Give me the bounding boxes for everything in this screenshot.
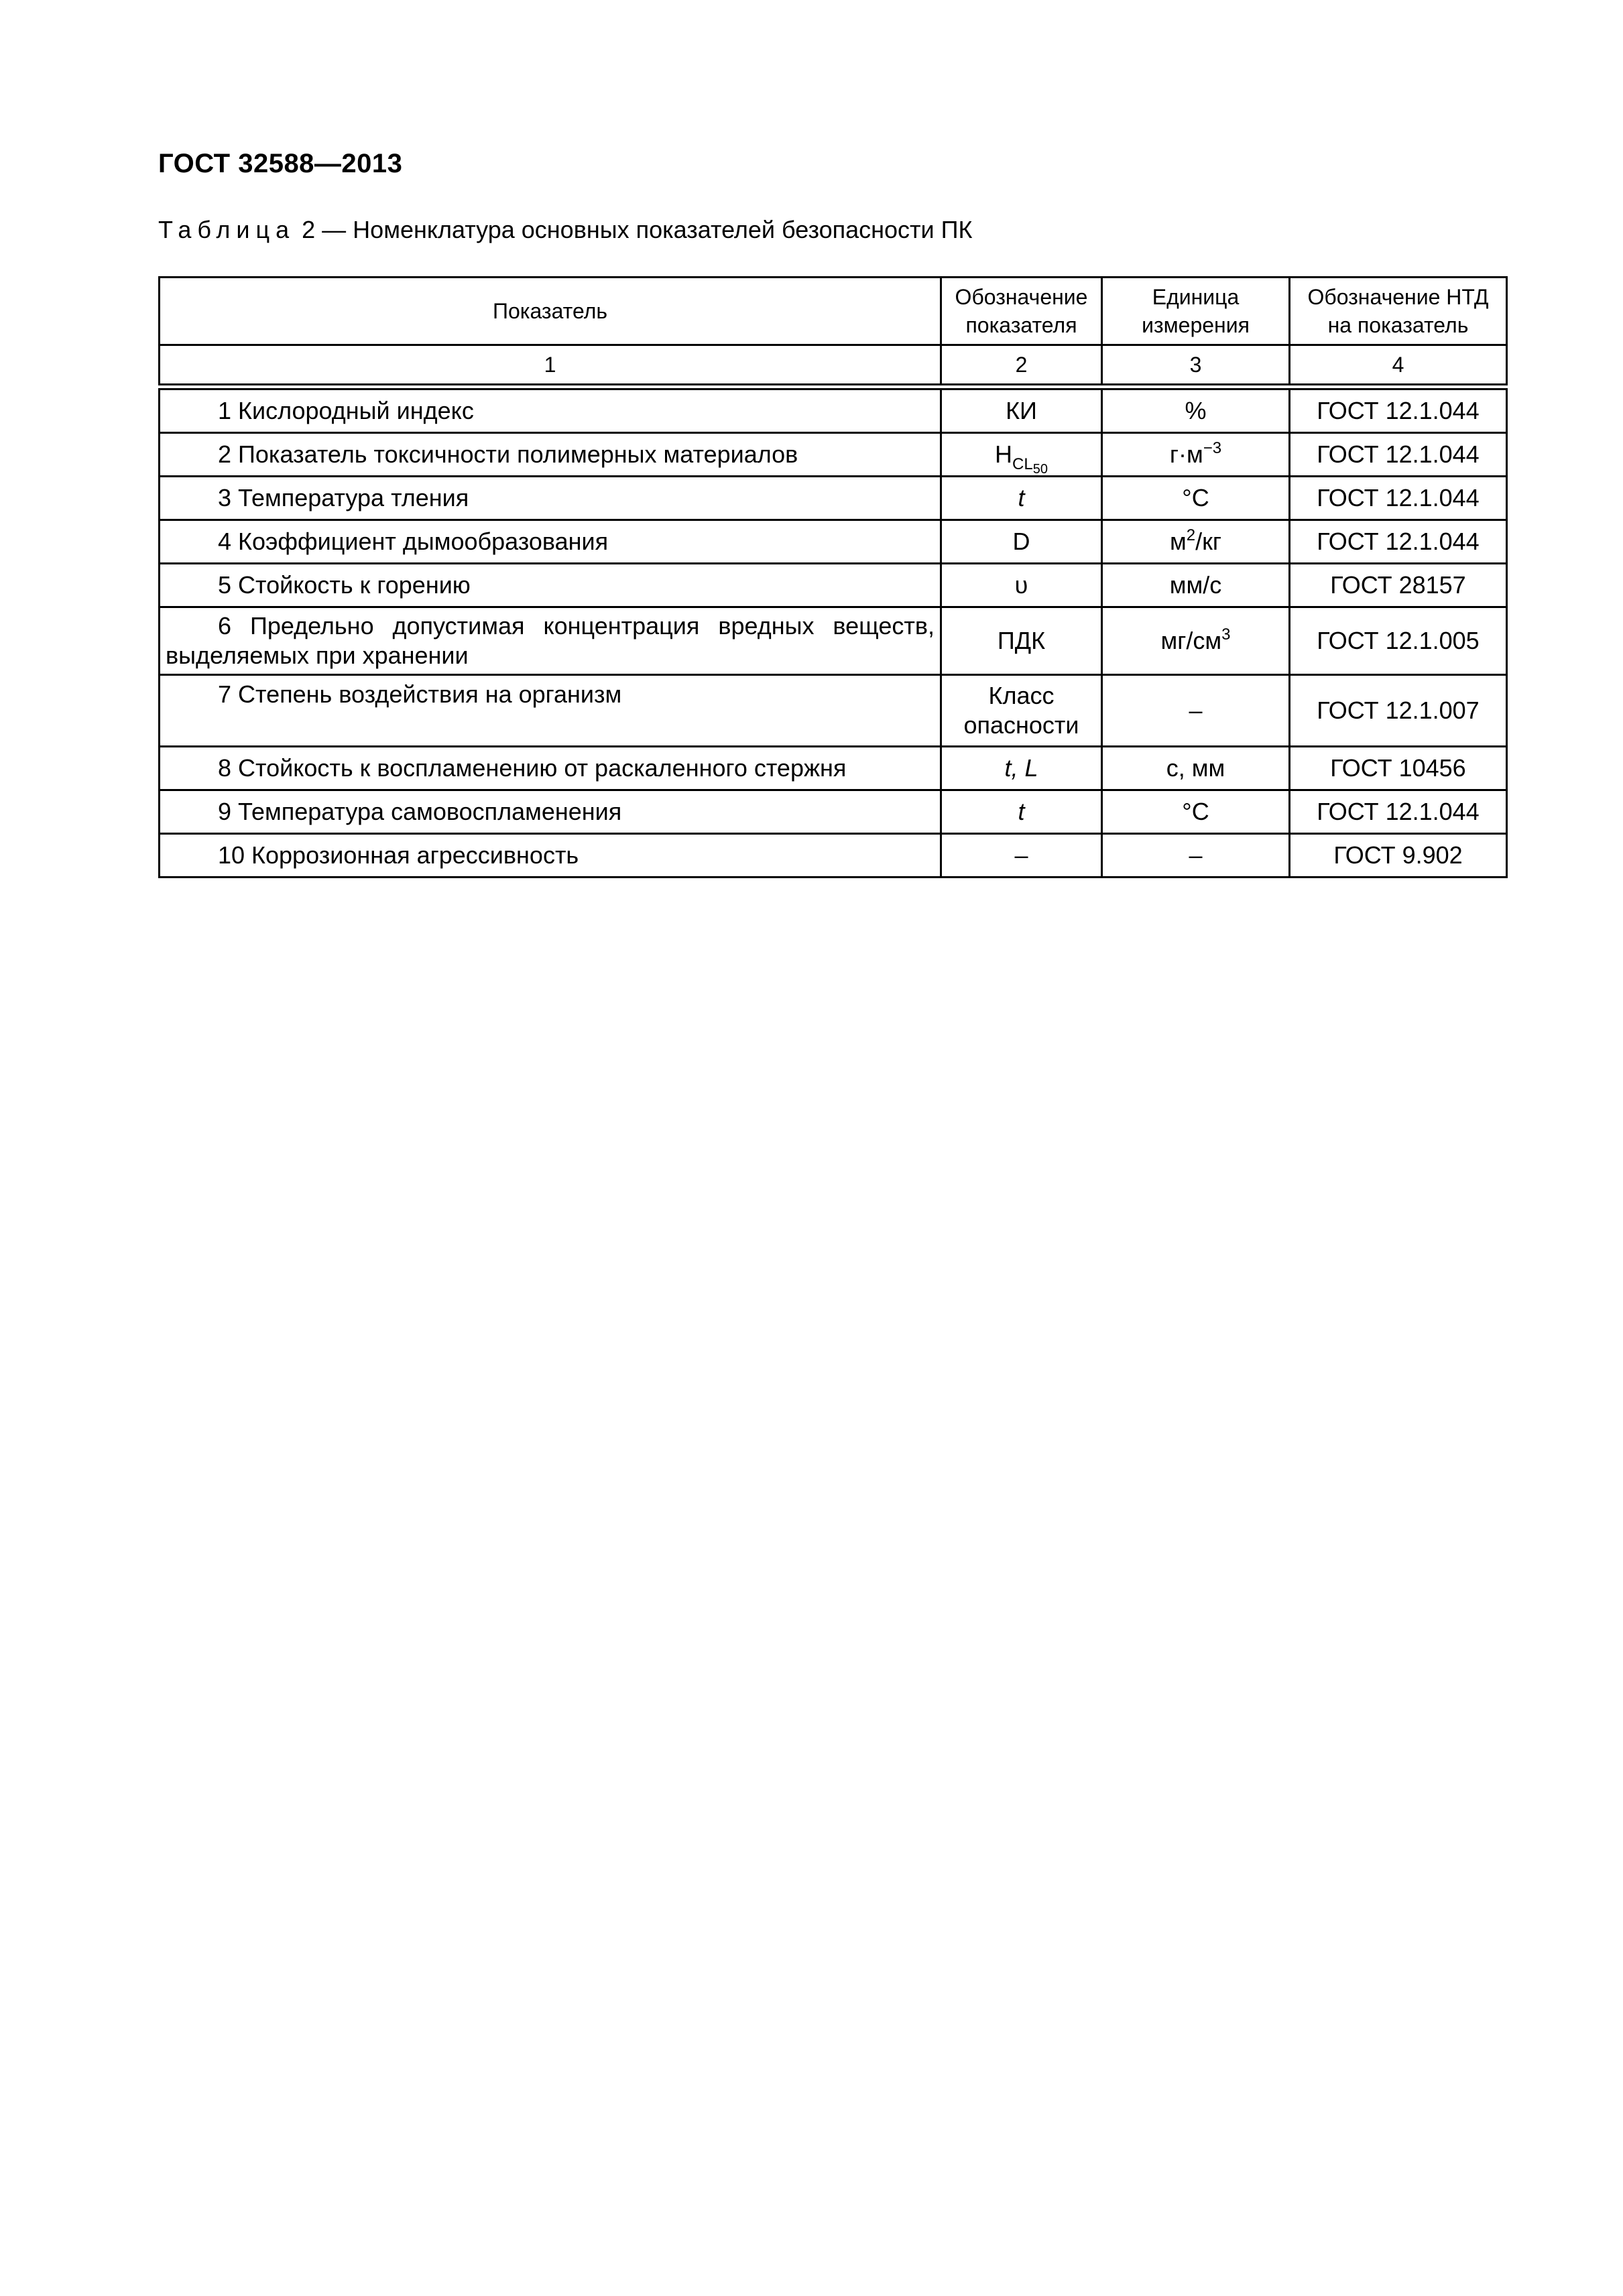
column-number: 2 [941,345,1102,387]
indicator-standard: ГОСТ 9.902 [1290,834,1507,878]
table-row [160,564,1507,607]
indicator-unit [1102,520,1290,564]
indicator-unit: % [1102,387,1290,433]
indicator-symbol [941,433,1102,477]
table-caption [158,216,972,244]
header-indicator: Показатель [160,278,941,345]
indicator-unit: – [1102,675,1290,747]
table-row [160,834,1507,878]
indicator-name: 9 Температура самовоспламенения [160,790,941,834]
unit-pre: м [1170,528,1187,555]
column-number-row [160,345,1507,387]
table-row [160,387,1507,433]
indicator-standard: ГОСТ 12.1.044 [1290,520,1507,564]
indicator-symbol: t, L [941,747,1102,790]
header-standard: Обозначение НТД на показатель [1290,278,1507,345]
unit-superscript: −3 [1203,439,1222,457]
indicator-symbol: t [941,790,1102,834]
indicator-standard: ГОСТ 28157 [1290,564,1507,607]
indicator-standard: ГОСТ 12.1.007 [1290,675,1507,747]
indicator-symbol: Класс опасности [941,675,1102,747]
indicator-unit [1102,433,1290,477]
table-row [160,675,1507,747]
table-row [160,477,1507,520]
indicator-symbol: КИ [941,387,1102,433]
table-row [160,433,1507,477]
safety-indicators-table [158,276,1508,878]
column-number: 4 [1290,345,1507,387]
symbol-subsubscript: 50 [1032,462,1048,477]
indicator-name: 7 Степень воздействия на организм [160,675,941,747]
unit-post: /кг [1195,528,1221,555]
indicator-name: 6 Предельно допустимая концентрация вредных веществ, выделяемых при хранении [160,607,941,675]
indicator-symbol: ПДК [941,607,1102,675]
indicator-symbol: t [941,477,1102,520]
indicator-name: 2 Показатель токсичности полимерных материалов [160,433,941,477]
column-number: 1 [160,345,941,387]
indicator-symbol: – [941,834,1102,878]
indicator-unit: с, мм [1102,747,1290,790]
unit-superscript: 2 [1186,526,1196,544]
indicator-standard: ГОСТ 12.1.044 [1290,433,1507,477]
indicator-name: 1 Кислородный индекс [160,387,941,433]
indicator-standard: ГОСТ 12.1.044 [1290,387,1507,433]
indicator-standard: ГОСТ 10456 [1290,747,1507,790]
unit-pre: мг/см [1160,627,1222,654]
indicator-symbol: D [941,520,1102,564]
indicator-name: 10 Коррозионная агрессивность [160,834,941,878]
table-row [160,607,1507,675]
indicator-standard: ГОСТ 12.1.044 [1290,790,1507,834]
symbol-main: H [995,440,1013,468]
document-code: ГОСТ 32588—2013 [158,149,403,178]
header-symbol: Обозначение показателя [941,278,1102,345]
indicator-standard: ГОСТ 12.1.044 [1290,477,1507,520]
unit-main: г·м [1169,440,1203,468]
table-header-row [160,278,1507,345]
table-row [160,790,1507,834]
table-caption-text: 2 — Номенклатура основных показателей безопасности ПК [295,216,973,243]
indicator-symbol: υ [941,564,1102,607]
indicator-name: 4 Коэффициент дымообразования [160,520,941,564]
indicator-unit: °С [1102,477,1290,520]
indicator-unit: – [1102,834,1290,878]
header-unit: Единица измерения [1102,278,1290,345]
table-row [160,520,1507,564]
indicator-standard: ГОСТ 12.1.005 [1290,607,1507,675]
column-number: 3 [1102,345,1290,387]
indicator-name: 8 Стойкость к воспламенению от раскаленного стержня [160,747,941,790]
table-row [160,747,1507,790]
indicator-name: 5 Стойкость к горению [160,564,941,607]
table-caption-label: Таблица [158,216,296,243]
indicator-name: 3 Температура тления [160,477,941,520]
symbol-subscript: CL50 [1012,455,1048,477]
indicator-unit: °С [1102,790,1290,834]
indicator-unit [1102,607,1290,675]
indicator-unit: мм/с [1102,564,1290,607]
unit-superscript: 3 [1221,625,1231,644]
